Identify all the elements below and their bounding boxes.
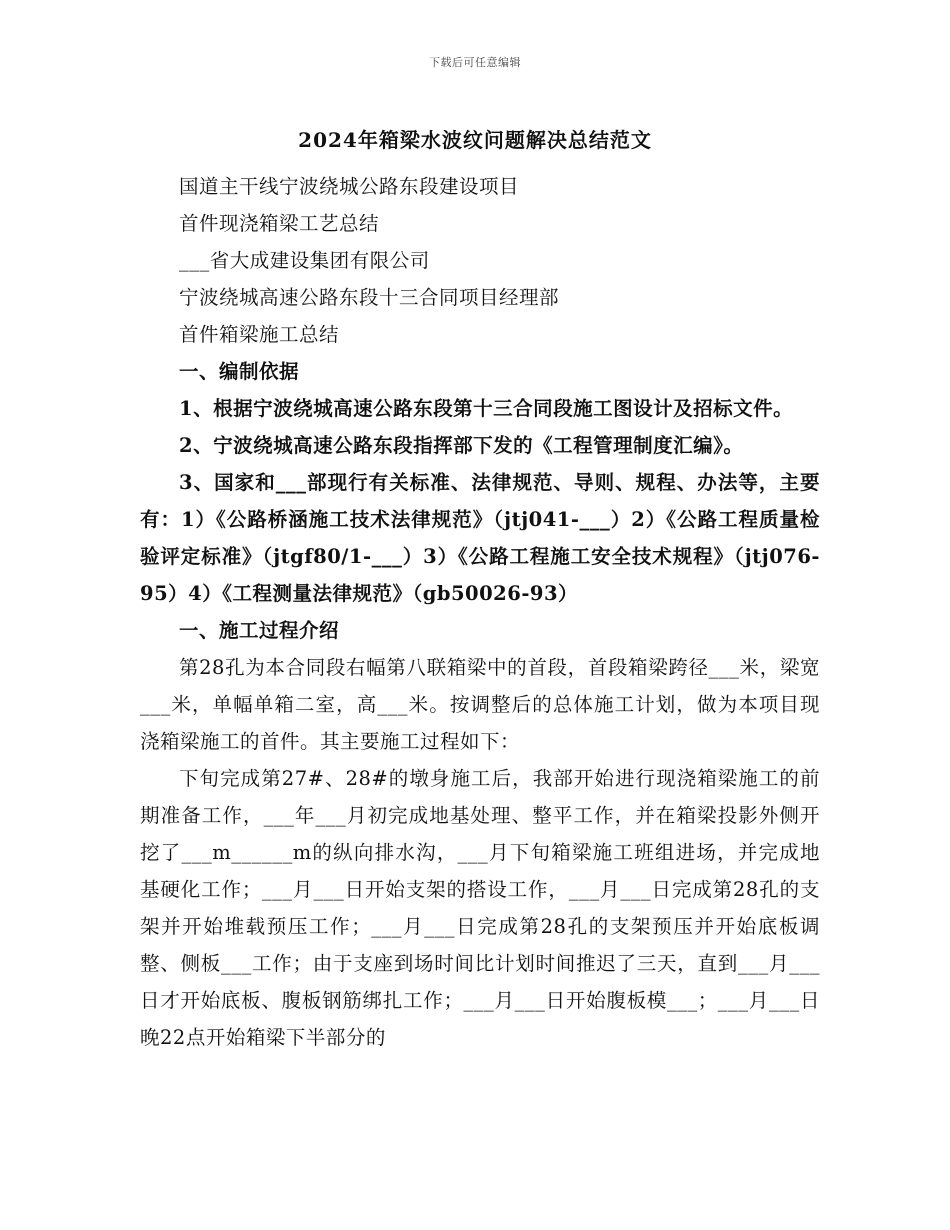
- paragraph: 首件箱梁施工总结: [179, 323, 340, 346]
- paragraph: 国道主干线宁波绕城公路东段建设项目: [179, 175, 520, 198]
- paragraph: 首件现浇箱梁工艺总结: [179, 212, 380, 235]
- document-title: 2024年箱梁水波纹问题解决总结范文: [298, 128, 652, 152]
- paragraph: 2、宁波绕城高速公路东段指挥部下发的《工程管理制度汇编》。: [179, 434, 744, 457]
- paragraph: ___省大成建设集团有限公司: [179, 249, 430, 272]
- paragraph: 1、根据宁波绕城高速公路东段第十三合同段施工图设计及招标文件。: [179, 397, 794, 420]
- document-body: [140, 168, 820, 1056]
- page-header: 下载后可任意编辑: [429, 56, 521, 69]
- paragraph: 第28孔为本合同段右幅第八联箱梁中的首段，首段箱梁跨径___米，梁宽___米，单幅单箱二室，高___米。按调整后的总体施工计划，做为本项目现浇箱梁施工的首件。其主要施工过程如下：: [140, 656, 820, 753]
- paragraph: 宁波绕城高速公路东段十三合同项目经理部: [179, 286, 560, 309]
- section-heading: 一、施工过程介绍: [179, 619, 340, 642]
- paragraph: 下旬完成第27#、28#的墩身施工后，我部开始进行现浇箱梁施工的前期准备工作，___年___月初完成地基处理、整平工作，并在箱梁投影外侧开挖了___m______m的纵向排水沟，___月下旬箱梁施工班组进场，并完成地基硬化工作；___月___日开始支架的搭设工作，___月___日完成第28孔的支架并开始堆载预压工作；___月___日完成第28孔的支架预压并开始底板调整、侧板___工作；由于支座到场时间比计划时间推迟了三天，直到___月___日才开始底板、腹板钢筋绑扎工作；___月___日开始腹板模___；___月___日晚22点开始箱梁下半部分的: [140, 767, 820, 1049]
- paragraph: 3、国家和___部现行有关标准、法律规范、导则、规程、办法等，主要有：1）《公路桥涵施工技术法律规范》（jtj041-___）2）《公路工程质量检验评定标准》（jtgf80/1-___）3）《公路工程施工安全技术规程》（jtj076-95）4）《工程测量法律规范》（gb50026-93）: [140, 471, 820, 605]
- section-heading: 一、编制依据: [179, 360, 300, 383]
